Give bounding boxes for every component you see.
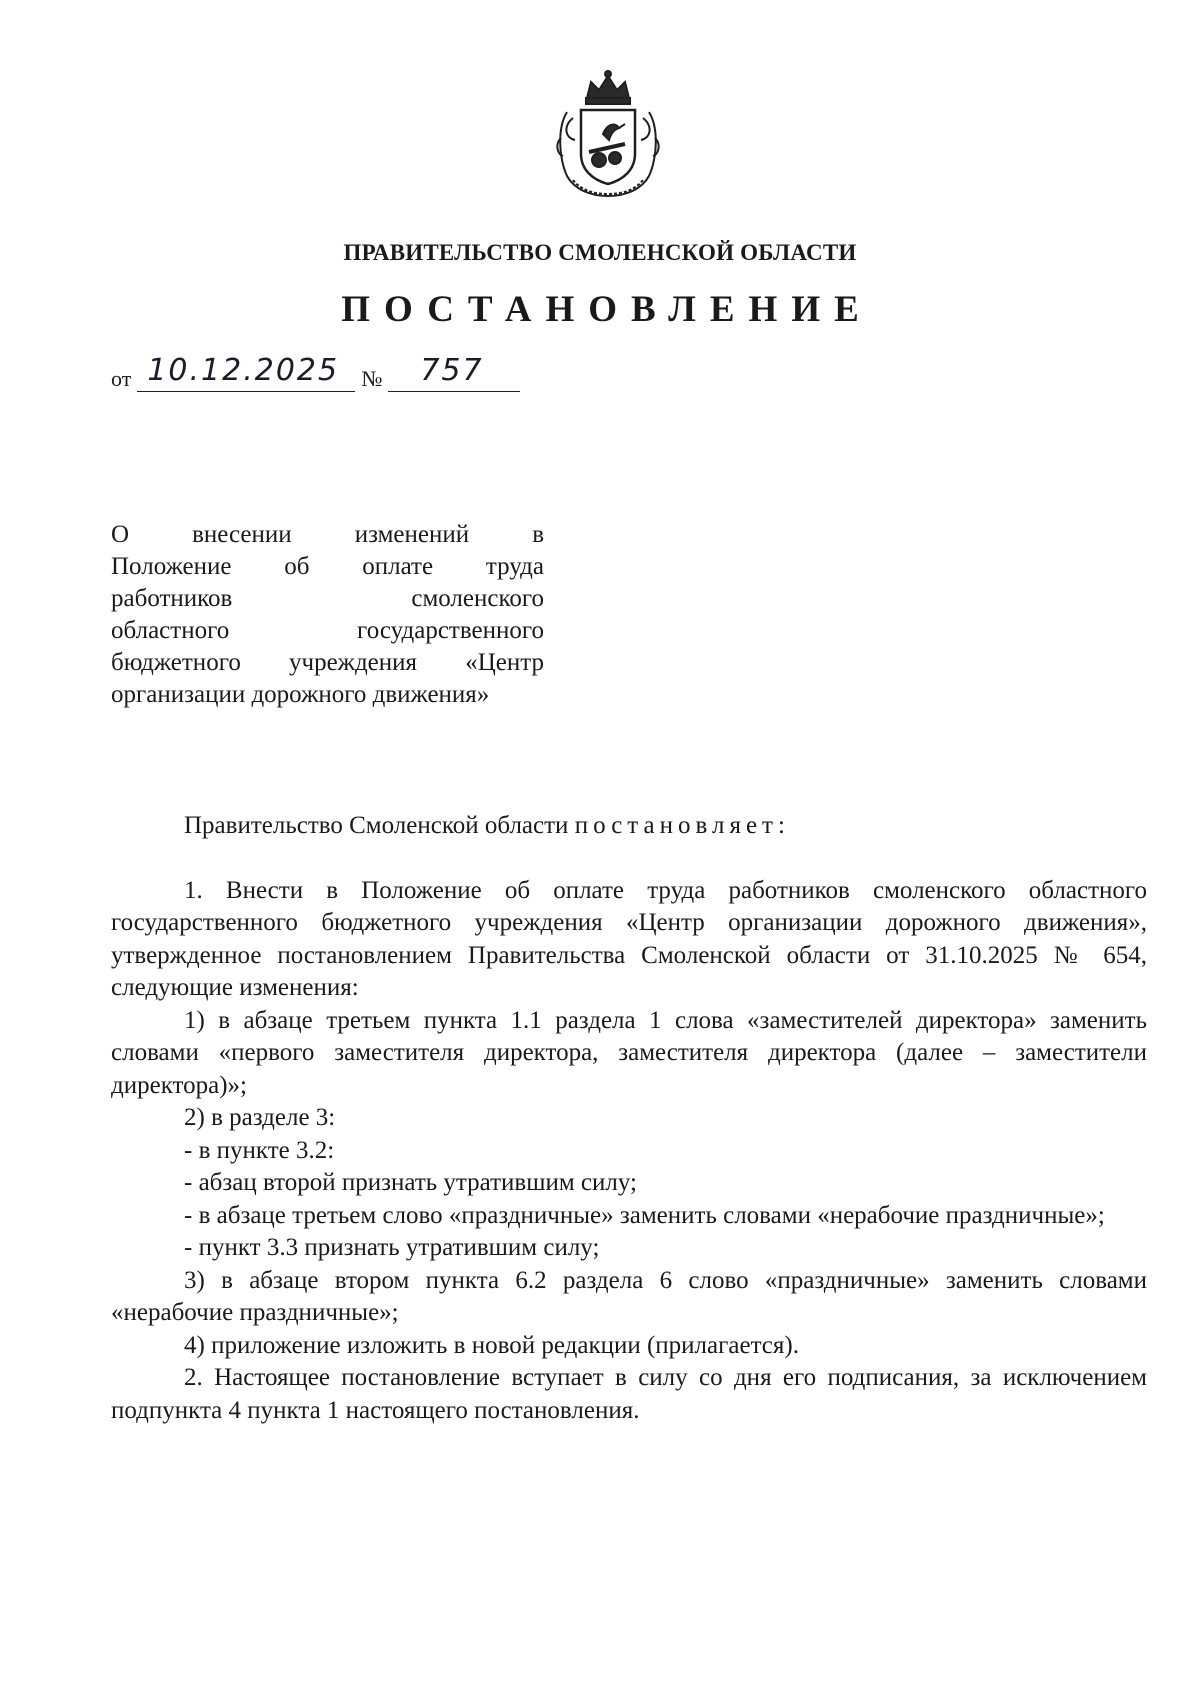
number-prefix: №: [361, 366, 383, 391]
preamble-text: Правительство Смоленской области: [184, 812, 575, 839]
body-paragraph: 2. Настоящее постановление вступает в силу со дня его подписания, за исключением подпункта 4 пункта 1 настоящего постановления.: [111, 1364, 1147, 1424]
handwritten-date: 10.12.2025: [147, 353, 340, 388]
date-number-line: [111, 352, 526, 392]
handwritten-number: 757: [420, 353, 484, 388]
body-paragraph: 2) в разделе 3:: [184, 1104, 336, 1131]
subject-line: организации дорожного движения»: [111, 681, 490, 708]
subject-line: работников смоленского: [111, 585, 544, 612]
subject-line: бюджетного учреждения «Центр: [111, 649, 544, 676]
organization-title: ПРАВИТЕЛЬСТВО СМОЛЕНСКОЙ ОБЛАСТИ: [343, 240, 857, 265]
coat-of-arms-emblem: [553, 68, 663, 200]
body-paragraph: 4) приложение изложить в новой редакции (прилагается).: [184, 1331, 799, 1359]
body-paragraph: - пункт 3.3 признать утратившим силу;: [184, 1234, 600, 1261]
subject-line: областного государственного: [111, 617, 544, 644]
preamble-resolves: постановляет:: [574, 812, 790, 839]
document-subject: [111, 519, 544, 711]
body-paragraph: - в пункте 3.2:: [184, 1136, 335, 1164]
body-paragraph: - в абзаце третьем слово «праздничные» заменить словами «нерабочие праздничные»;: [184, 1201, 1105, 1229]
body-paragraph: 1) в абзаце третьем пункта 1.1 раздела 1 слова «заместителей директора» заменить словами «первого заместителя директора, заместителя директора (далее – заместители директора)»;: [111, 1006, 1147, 1099]
document-type-title: ПОСТАНОВЛЕНИЕ: [341, 289, 873, 330]
number-blank: [388, 355, 520, 392]
body-paragraph: 3) в абзаце втором пункта 6.2 раздела 6 слово «праздничные» заменить словами «нерабочие праздничные»;: [111, 1266, 1147, 1326]
body-paragraph: - абзац второй признать утратившим силу;: [184, 1169, 637, 1196]
date-blank: [137, 355, 355, 392]
subject-line: Положение об оплате труда: [111, 553, 544, 580]
preamble: [111, 810, 1147, 843]
date-prefix: от: [111, 366, 132, 391]
body-paragraph: 1. Внести в Положение об оплате труда работников смоленского областного государственного бюджетного учреждения «Центр организации дорожного движения», утвержденное постановлением Правительства Смоленской области от 31.10.2025 № 654, следующие изменения:: [111, 876, 1147, 1001]
document-body: [111, 810, 1147, 1427]
subject-line: О внесении изменений в: [111, 521, 544, 548]
